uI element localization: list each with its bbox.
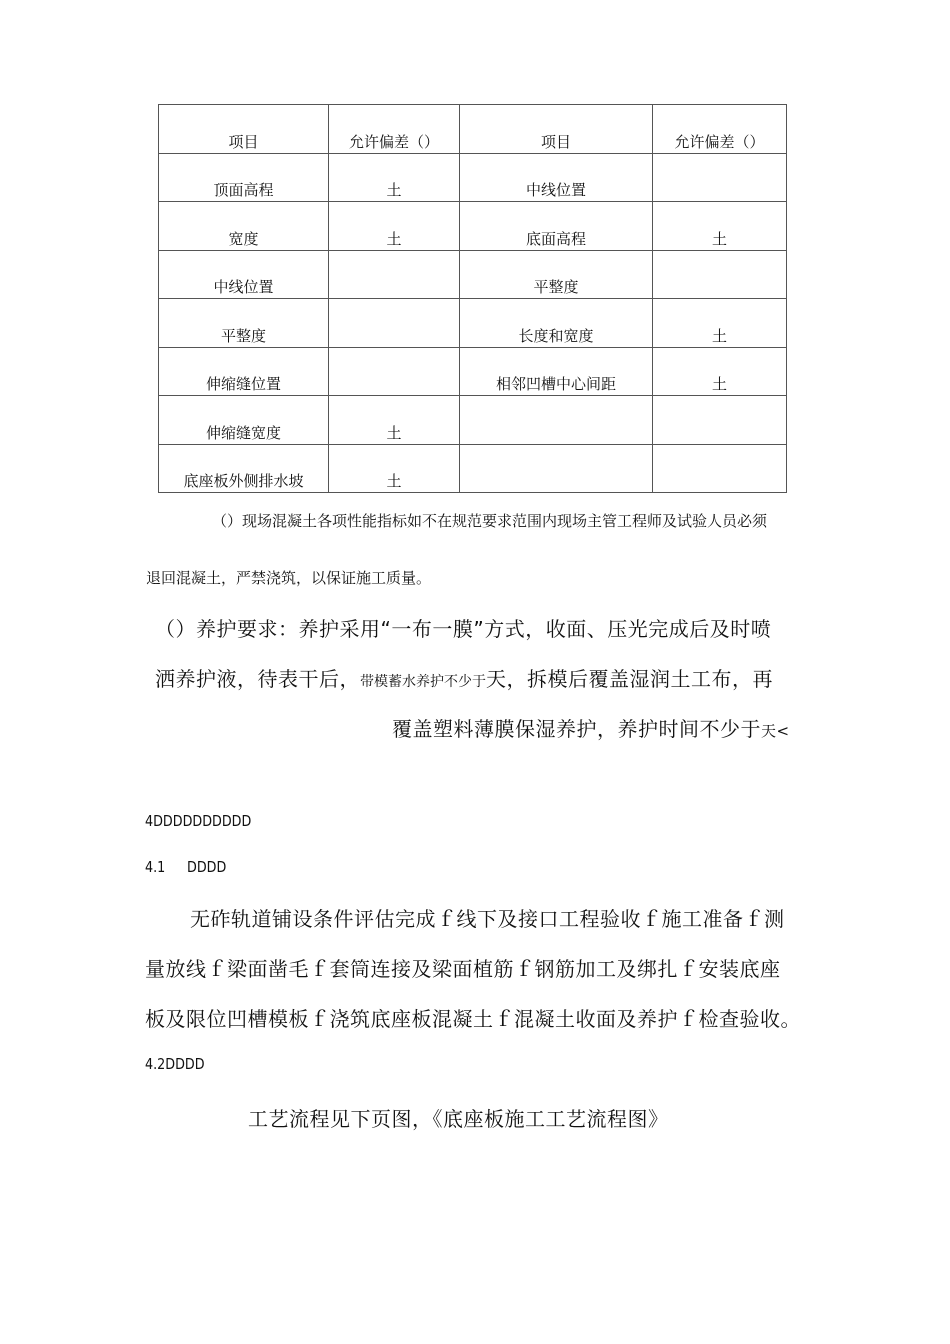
table-cell xyxy=(460,396,653,445)
table-cell: 平整度 xyxy=(460,250,653,299)
table-cell xyxy=(653,444,787,493)
table-header-cell: 项目 xyxy=(159,105,329,154)
table-cell: 中线位置 xyxy=(460,153,653,202)
flow-line-1: 无砟轨道铺设条件评估完成ｆ线下及接口工程验收ｆ施工准备ｆ测 xyxy=(190,907,785,931)
table-cell: 平整度 xyxy=(159,299,329,348)
curing-line-3b: 天< xyxy=(761,722,790,740)
section-4-1-number: 4.1 xyxy=(145,858,166,876)
table-cell: 长度和宽度 xyxy=(460,299,653,348)
table-cell xyxy=(653,250,787,299)
table-cell: 土 xyxy=(329,396,460,445)
table-header-cell: 允许偏差（） xyxy=(653,105,787,154)
flowchart-reference: 工艺流程见下页图，《底座板施工工艺流程图》 xyxy=(248,1107,669,1131)
table-cell xyxy=(460,444,653,493)
table-cell: 伸缩缝位置 xyxy=(159,347,329,396)
note-line-1: （）现场混凝土各项性能指标如不在规范要求范围内现场主管工程师及试验人员必须 xyxy=(212,512,768,530)
curing-line-2c: 天，拆模后覆盖湿润土工布，再 xyxy=(486,667,773,691)
table-cell: 宽度 xyxy=(159,202,329,251)
table-row xyxy=(159,347,787,396)
curing-line-2b: 带模蓄水养护不少于 xyxy=(360,674,486,690)
table-cell xyxy=(653,396,787,445)
curing-line-2 xyxy=(155,663,773,692)
tolerance-table xyxy=(158,104,787,493)
note-line-2: 退回混凝土，严禁浇筑，以保证施工质量。 xyxy=(146,569,432,587)
flow-line-3: 板及限位凹槽模板ｆ浇筑底座板混凝土ｆ混凝土收面及养护ｆ检查验收。 xyxy=(145,1007,801,1031)
table-cell: 底面高程 xyxy=(460,202,653,251)
table-cell: 底座板外侧排水坡 xyxy=(159,444,329,493)
table-row xyxy=(159,396,787,445)
section-4-2-heading: 4.2DDDD xyxy=(145,1055,205,1073)
table-cell: 土 xyxy=(653,299,787,348)
curing-line-2a: 洒养护液，待表干后， xyxy=(155,667,360,691)
table-header-cell: 项目 xyxy=(460,105,653,154)
curing-line-1: （）养护要求：养护采用“一布一膜”方式，收面、压光完成后及时喷 xyxy=(155,617,772,641)
table-cell: 顶面高程 xyxy=(159,153,329,202)
table-row xyxy=(159,299,787,348)
table-row xyxy=(159,202,787,251)
table-cell xyxy=(329,347,460,396)
table-cell: 相邻凹槽中心间距 xyxy=(460,347,653,396)
table-cell: 伸缩缝宽度 xyxy=(159,396,329,445)
flow-line-2: 量放线ｆ梁面凿毛ｆ套筒连接及梁面植筋ｆ钢筋加工及绑扎ｆ安装底座 xyxy=(145,957,781,981)
curing-line-3 xyxy=(392,713,790,742)
table-row xyxy=(159,250,787,299)
table-row xyxy=(159,153,787,202)
table-cell xyxy=(329,299,460,348)
table-cell xyxy=(329,250,460,299)
section-4-1-title: DDDD xyxy=(187,858,227,876)
table-cell: 土 xyxy=(653,347,787,396)
table-row xyxy=(159,444,787,493)
section-4-heading: 4DDDDDDDDDD xyxy=(145,812,252,830)
table-cell xyxy=(653,153,787,202)
table-cell: 土 xyxy=(329,153,460,202)
table-cell: 土 xyxy=(329,202,460,251)
table-cell: 土 xyxy=(329,444,460,493)
table-cell: 中线位置 xyxy=(159,250,329,299)
curing-line-3a: 覆盖塑料薄膜保湿养护，养护时间不少于 xyxy=(392,717,761,741)
table-cell: 土 xyxy=(653,202,787,251)
table-header-row xyxy=(159,105,787,154)
table-header-cell: 允许偏差（） xyxy=(329,105,460,154)
